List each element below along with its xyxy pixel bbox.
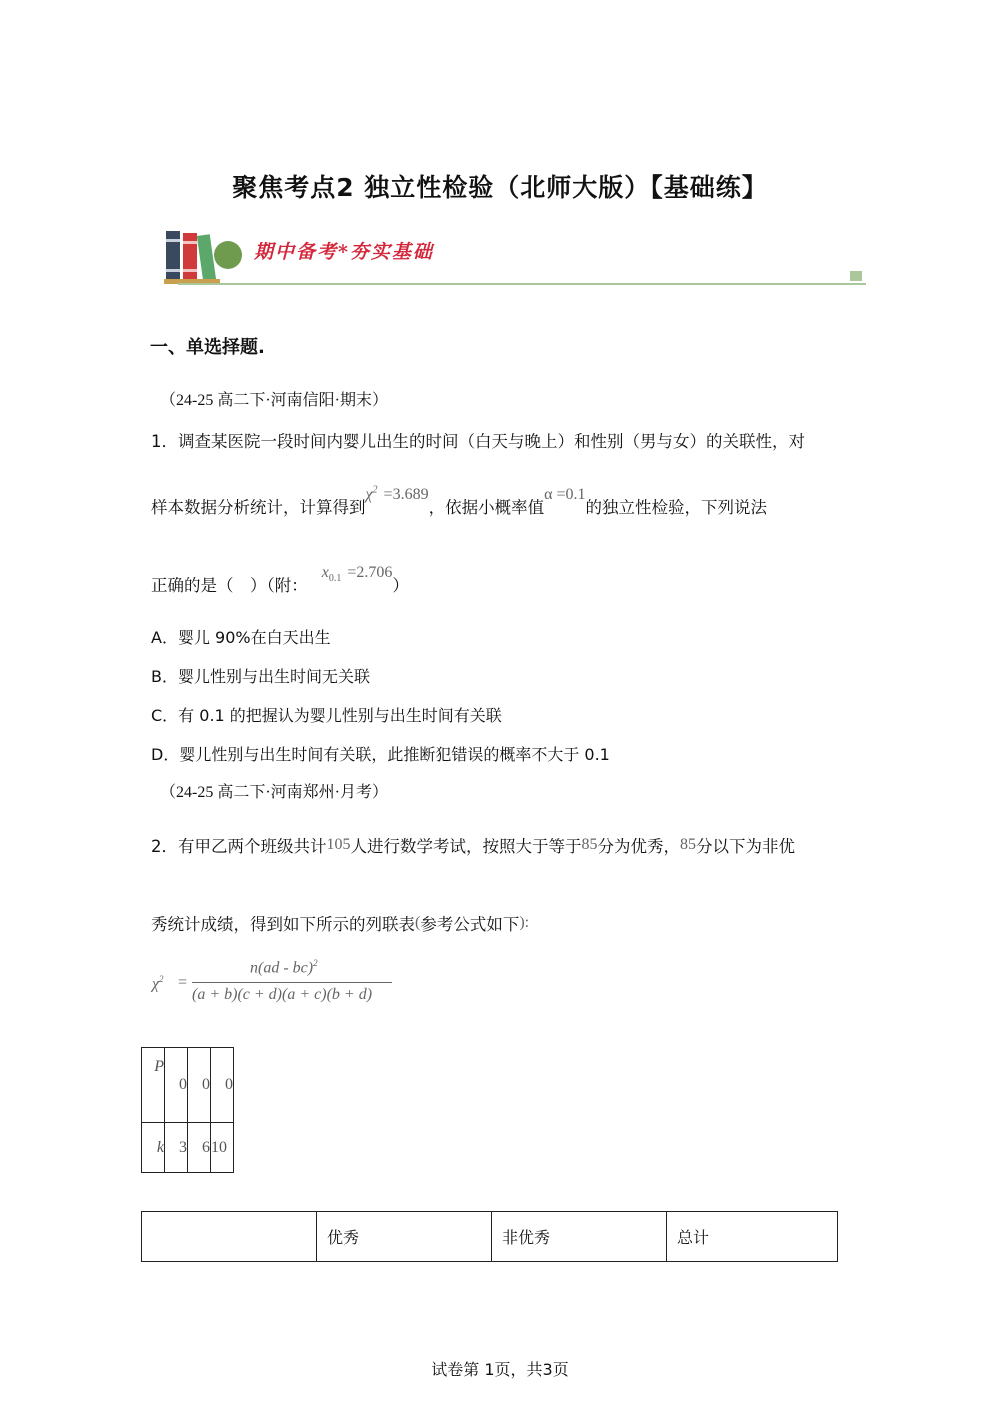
q2-line1 <box>151 833 795 857</box>
fraction-bar <box>192 982 392 983</box>
q1-line2-text-b: ，依据小概率值 <box>428 498 545 517</box>
x-value: =2.706 <box>347 564 393 581</box>
paren-open: ( <box>415 914 421 931</box>
table-cell: 0 <box>211 1048 234 1123</box>
q2-line2-text-a: 秀统计成绩，得到如下所示的列联表 <box>151 915 415 934</box>
formula-denominator: (a + b)(c + d)(a + c)(b + d) <box>192 986 373 1003</box>
page-title: 聚焦考点2 独立性检验（北师大版）【基础练】 <box>232 173 768 202</box>
formula-chi: χ <box>152 975 160 993</box>
table-cell <box>142 1212 317 1262</box>
table-row <box>142 1123 234 1173</box>
section-heading: 一、单选择题. <box>150 337 265 358</box>
alpha-value: α =0.1 <box>544 486 586 503</box>
banner-text: 期中备考*夯实基础 <box>254 241 434 263</box>
table-cell: 6 <box>188 1123 211 1173</box>
numerator-sup: 2 <box>313 958 318 968</box>
table-header-row <box>142 1212 838 1262</box>
table-header-excellent: 优秀 <box>317 1212 492 1262</box>
table-cell: 10 <box>211 1123 234 1173</box>
q2-line1-text-c: 分为优秀， <box>597 837 680 856</box>
count-105: 105 <box>326 836 351 853</box>
numerator-text: n(ad - bc) <box>250 959 314 977</box>
chi-symbol <box>366 486 378 503</box>
formula-equals: = <box>178 974 188 991</box>
q1-line2-text-a: 样本数据分析统计，计算得到 <box>151 498 366 517</box>
q1-option-d: D．婴儿性别与出生时间有关联，此推断犯错误的概率不大于 0.1 <box>151 745 610 764</box>
contingency-table <box>141 1211 838 1262</box>
chi-value: =3.689 <box>383 486 429 503</box>
table-cell: 0 <box>165 1048 188 1123</box>
section-banner <box>160 225 866 287</box>
q1-line1: 1．调查某医院一段时间内婴儿出生的时间（白天与晚上）和性别（男与女）的关联性，对 <box>151 432 805 451</box>
page-footer: 试卷第 1页，共3页 <box>431 1360 569 1379</box>
chi-sup: 2 <box>372 484 378 496</box>
q1-line3-text-b: ） <box>392 576 409 595</box>
table-cell: P <box>142 1048 165 1123</box>
q1-line2-text-c: 的独立性检验，下列说法 <box>585 498 767 517</box>
formula-lhs <box>152 974 164 993</box>
x-letter: x <box>321 564 329 581</box>
critical-value-table <box>141 1047 234 1173</box>
table-row <box>142 1048 234 1123</box>
chi-letter: χ <box>365 486 373 503</box>
formula-chi-sup: 2 <box>159 974 164 984</box>
divider <box>178 283 866 285</box>
divider-end-square <box>850 271 862 281</box>
table-cell: 0 <box>188 1048 211 1123</box>
score-85: 85 <box>581 836 598 853</box>
q2-line1-text-b: 人进行数学考试，按照大于等于 <box>350 837 582 856</box>
q1-option-a: A．婴儿 90%在白天出生 <box>151 628 331 647</box>
table-cell: 3 <box>165 1123 188 1173</box>
q1-option-b: B．婴儿性别与出生时间无关联 <box>151 667 370 686</box>
chi-square-formula <box>152 958 412 1014</box>
table-cell: k <box>142 1123 165 1173</box>
q2-line1-text-d: 分以下为非优 <box>696 837 795 856</box>
table-header-not-excellent: 非优秀 <box>492 1212 667 1262</box>
score-85-second: 85 <box>680 836 696 853</box>
formula-numerator <box>250 958 318 977</box>
q2-line2-text-b: 参考公式如下 <box>420 915 520 934</box>
q1-source: （24-25 高二下·河南信阳·期末） <box>160 392 388 409</box>
books-icon <box>160 225 252 285</box>
q1-line3 <box>151 564 409 598</box>
q2-line1-text-a: 2．有甲乙两个班级共计 <box>151 837 327 856</box>
q2-source: （24-25 高二下·河南郑州·月考） <box>160 784 388 801</box>
table-header-total: 总计 <box>667 1212 838 1262</box>
q2-line2 <box>151 911 529 935</box>
x-sub: 0.1 <box>328 573 342 585</box>
paren-close: ): <box>519 914 530 931</box>
q1-option-c: C．有 0.1 的把握认为婴儿性别与出生时间有关联 <box>151 706 502 725</box>
q1-line2 <box>151 484 767 518</box>
q1-line3-text-a: 正确的是（ ）（附： <box>151 576 308 595</box>
x-symbol <box>321 564 342 585</box>
